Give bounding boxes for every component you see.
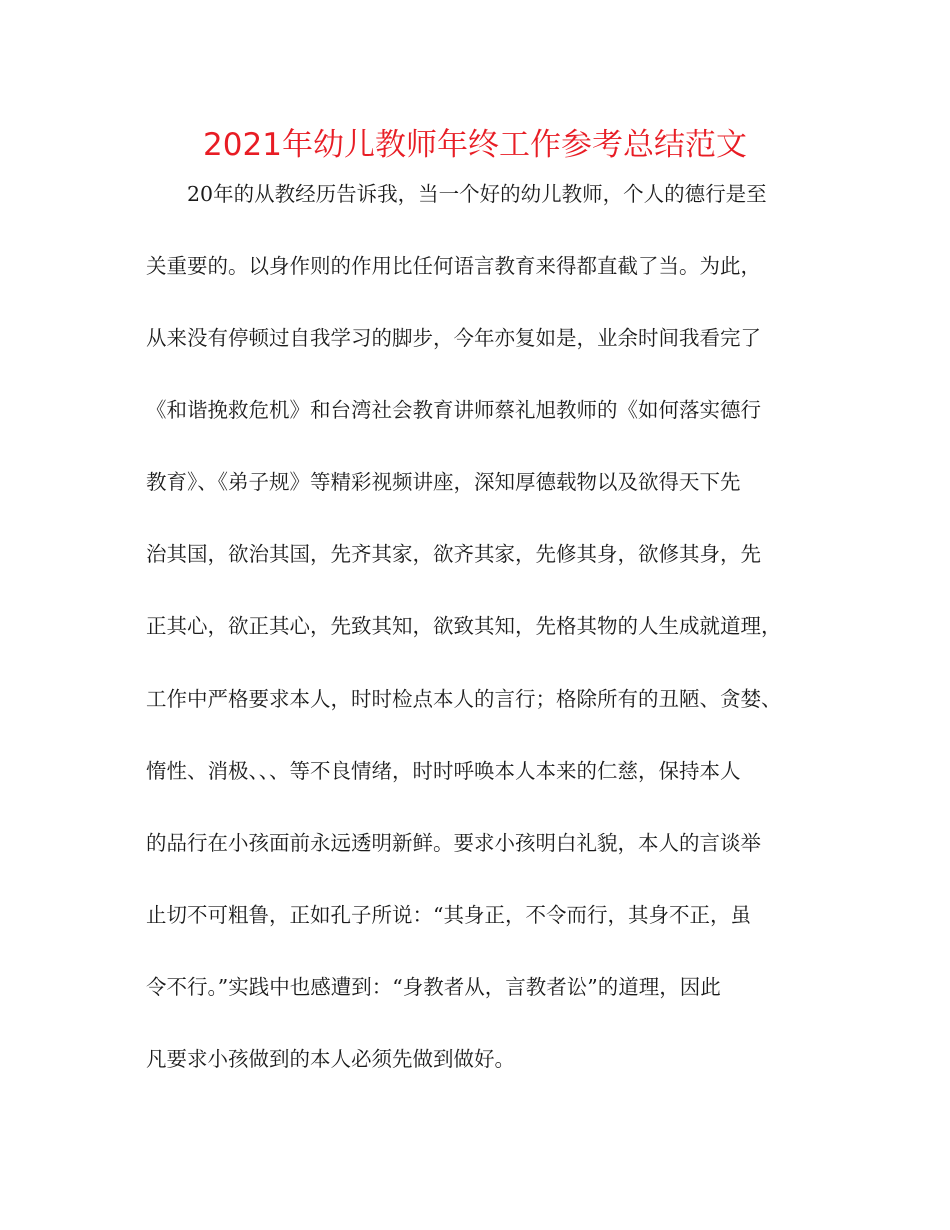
body-line-3: 从来没有停顿过自我学习的脚步，今年亦复如是，业余时间我看完了 [146,326,761,350]
body-line-4: 《和谐挽救危机》和台湾社会教育讲师蔡礼旭教师的《如何落实德行 [146,398,761,422]
body-line-11: 止切不可粗鲁，正如孔子所说：“其身正，不令而行，其身不正，虽 [146,903,751,927]
body-line-13: 凡要求小孩做到的本人必须先做到做好。 [146,1047,515,1071]
body-line-1: 20年的从教经历告诉我，当一个好的幼儿教师，个人的德行是至 [187,182,767,206]
body-line-10: 的品行在小孩面前永远透明新鲜。要求小孩明白礼貌，本人的言谈举 [146,831,761,855]
body-line-9: 惰性、消极、、、等不良情绪，时时呼唤本人本来的仁慈，保持本人 [146,759,741,783]
document-title: 2021年幼儿教师年终工作参考总结范文 [203,127,747,163]
body-line-2: 关重要的。以身作则的作用比任何语言教育来得都直截了当。为此， [146,254,761,278]
body-line-12: 令不行。”实践中也感遭到：“身教者从，言教者讼”的道理，因此 [146,975,721,999]
body-line-8: 工作中严格要求本人，时时检点本人的言行；格除所有的丑陋、贪婪、 [146,687,782,711]
body-line-6: 治其国，欲治其国，先齐其家，欲齐其家，先修其身，欲修其身，先 [146,542,761,566]
body-line-5: 教育》、《弟子规》等精彩视频讲座，深知厚德载物以及欲得天下先 [146,470,741,494]
body-line-7: 正其心，欲正其心，先致其知，欲致其知，先格其物的人生成就道理， [146,614,782,638]
